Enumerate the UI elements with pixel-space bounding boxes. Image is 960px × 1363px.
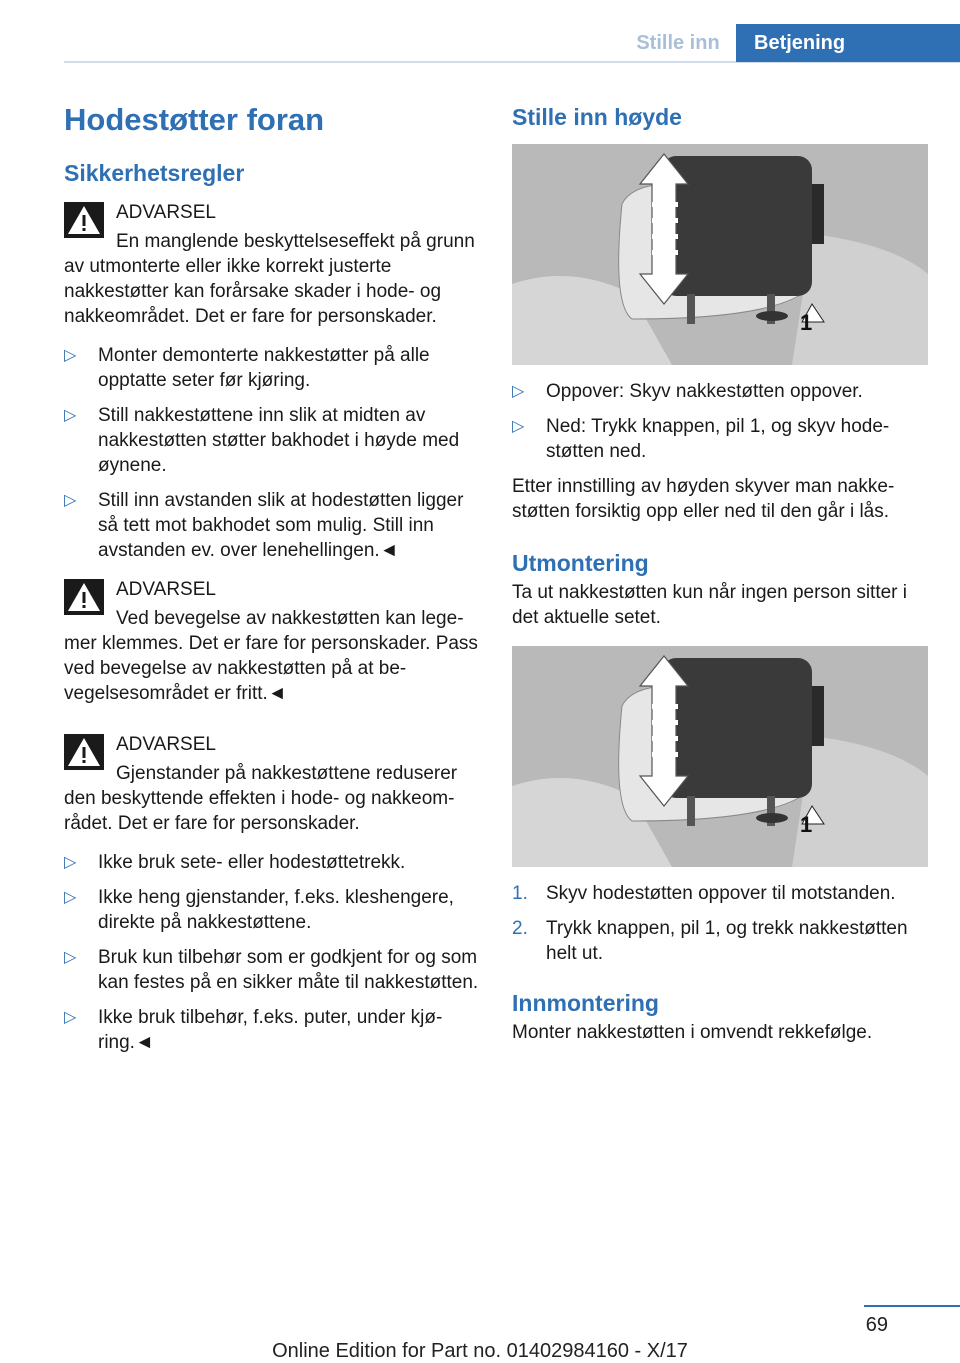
triangle-bullet-icon: ▷ xyxy=(64,854,77,871)
triangle-bullet-icon: ▷ xyxy=(512,383,525,400)
left-column xyxy=(64,100,480,1065)
paragraph-removal: Ta ut nakkestøtten kun når ingen person sitter i det aktuelle setet. xyxy=(512,582,907,628)
page-title: Hodestøtter foran xyxy=(64,102,325,137)
list-item: ▷ Ikke bruk sete- eller hodestøttetrekk. xyxy=(64,852,406,873)
warning-icon xyxy=(64,202,104,238)
tab-section: Stille inn xyxy=(636,32,720,54)
paragraph-installation: Monter nakkestøtten i omvendt rekkefølge. xyxy=(512,1022,873,1043)
section-title-removal: Utmontering xyxy=(512,550,649,576)
list-item: 2. Trykk knappen, pil 1, og trekk nakkestøtten helt ut. xyxy=(512,918,908,964)
footer-edition: Online Edition for Part no. 01402984160 - X/17 xyxy=(272,1340,688,1362)
list-item: ▷ Ikke bruk tilbehør, f.eks. puter, under kjøring.◄ xyxy=(64,1007,443,1053)
bullet-list-1 xyxy=(64,343,480,563)
list-item: ▷ Oppover: Skyv nakkestøtten oppover. xyxy=(512,381,863,402)
step-number: 2. xyxy=(512,918,528,939)
figure-callout-label: 1 xyxy=(800,812,813,837)
headrest-illustration xyxy=(512,646,928,867)
warning-icon xyxy=(64,579,104,615)
headrest-illustration xyxy=(512,144,928,365)
tab-chapter: Betjening xyxy=(736,24,960,62)
section-title-installation: Innmontering xyxy=(512,990,659,1016)
list-item: ▷ Still nakkestøttene inn slik at midten av nakkestøtten støtter bakhodet i høyde med øynene. xyxy=(64,405,460,476)
list-item: ▷ Ned: Trykk knappen, pil 1, og skyv hodestøtten ned. xyxy=(512,416,890,462)
headrest-removal-figure xyxy=(512,646,928,867)
section-title-safety: Sikkerhetsregler xyxy=(64,160,245,186)
triangle-bullet-icon: ▷ xyxy=(512,418,525,435)
warning-label: ADVARSEL xyxy=(116,734,216,755)
headrest-height-figure xyxy=(512,144,928,365)
list-item: ▷ Bruk kun tilbehør som er godkjent for og som kan festes på en sikker måte til nakkestøtten. xyxy=(64,947,479,993)
warning-text: En manglende beskyttelseseffekt på grunn av utmonterte eller ikke korrekt justerte nakkestøtter kan forårsake skader i hode- og nakkeområdet. Det er fare for personskader. xyxy=(64,231,475,327)
warning-text: Ved bevegelse av nakkestøtten kan legemer klemmes. Det er fare for personskader. Pass ved bevegelse av nakkestøtten på at bevegelsesområdet er fritt.◄ xyxy=(64,608,478,704)
section-title-height: Stille inn høyde xyxy=(512,104,682,130)
figure-callout-label: 1 xyxy=(800,310,813,335)
triangle-bullet-icon: ▷ xyxy=(64,407,77,424)
triangle-bullet-icon: ▷ xyxy=(64,889,77,906)
warning-block-1 xyxy=(64,200,480,329)
page-number-rule xyxy=(864,1305,960,1307)
numbered-list-removal xyxy=(512,881,928,966)
warning-block-3 xyxy=(64,732,480,836)
page-number: 69 xyxy=(865,1314,888,1336)
list-item: ▷ Monter demonterte nakkestøtter på alle opptatte seter før kjøring. xyxy=(64,345,430,391)
warning-text: Gjenstander på nakkestøttene reduserer den beskyttende effekten i hode- og nakkeområdet. Det er fare for personskader. xyxy=(64,763,458,834)
right-column xyxy=(512,100,928,1045)
triangle-bullet-icon: ▷ xyxy=(64,949,77,966)
warning-label: ADVARSEL xyxy=(116,579,216,600)
triangle-bullet-icon: ▷ xyxy=(64,347,77,364)
warning-label: ADVARSEL xyxy=(116,202,216,223)
list-item: 1. Skyv hodestøtten oppover til motstanden. xyxy=(512,883,896,904)
warning-icon xyxy=(64,734,104,770)
paragraph-height: Etter innstilling av høyden skyver man nakkestøtten forsiktig opp eller ned til den går i lås. xyxy=(512,476,895,522)
triangle-bullet-icon: ▷ xyxy=(64,492,77,509)
warning-block-2 xyxy=(64,577,480,706)
list-item: ▷ Ikke heng gjenstander, f.eks. kleshengere, direkte på nakkestøttene. xyxy=(64,887,454,933)
bullet-list-2 xyxy=(64,850,480,1055)
step-number: 1. xyxy=(512,883,528,904)
bullet-list-height xyxy=(512,379,928,464)
list-item: ▷ Still inn avstanden slik at hodestøtten ligger så tett mot bakhodet som mulig. Still inn avstanden ev. over lenehellingen.◄ xyxy=(64,490,464,561)
triangle-bullet-icon: ▷ xyxy=(64,1009,77,1026)
